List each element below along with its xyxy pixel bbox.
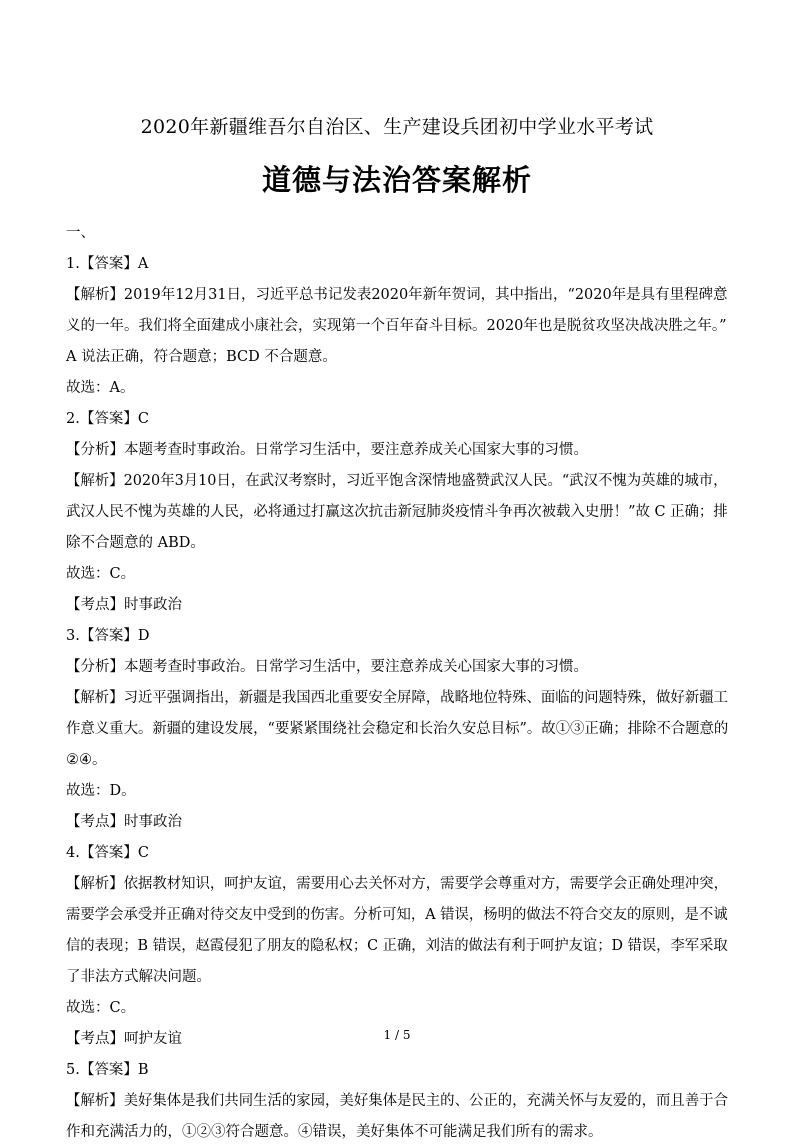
text-line: 作和充满活力的，①②③符合题意。④错误，美好集体不可能满足我们所有的需求。	[66, 1124, 603, 1140]
page-number: 1 / 5	[383, 1028, 411, 1042]
text-line: 需要学会承受并正确对待交友中受到的伤害。分析可知，A 错误，杨明的做法不符合交友的原则，是不诚	[66, 907, 728, 923]
text-line: 故选：C。	[66, 566, 136, 582]
document-subtitle: 道德与法治答案解析	[261, 163, 532, 197]
text-line: 信的表现；B 错误，赵霞侵犯了朋友的隐私权；C 正确，刘洁的做法有利于呵护友谊；D 错误，李军采取	[66, 938, 728, 954]
text-line: 故选：A。	[66, 380, 135, 396]
text-line: 【考点】时事政治	[66, 597, 182, 613]
text-line: A 说法正确，符合题意；BCD 不合题意。	[66, 349, 337, 365]
text-line: 5.【答案】B	[66, 1062, 149, 1078]
text-line: 作意义重大。新疆的建设发展，“要紧紧围绕社会稳定和长治久安总目标”。故①③正确；排除不合题意的	[66, 721, 729, 737]
document-title: 2020年新疆维吾尔自治区、生产建设兵团初中学业水平考试	[140, 116, 654, 138]
text-line: 4.【答案】C	[66, 845, 149, 861]
text-line: 【解析】习近平强调指出，新疆是我国西北重要安全屏障，战略地位特殊、面临的问题特殊，做好新疆工	[66, 690, 728, 706]
text-line: 1.【答案】A	[66, 256, 149, 272]
text-line: 【解析】2019年12月31日，习近平总书记发表2020年新年贺词，其中指出，“2020年是具有里程碑意	[66, 287, 728, 303]
text-line: 【解析】2020年3月10日，在武汉考察时，习近平饱含深情地盛赞武汉人民。“武汉不愧为英雄的城市，	[66, 473, 728, 489]
text-line: 【考点】呵护友谊	[66, 1031, 182, 1047]
text-line: 3.【答案】D	[66, 628, 150, 644]
text-line: 义的一年。我们将全面建成小康社会，实现第一个百年奋斗目标。2020年也是脱贫攻坚决战决胜之年。”	[66, 318, 727, 334]
text-line: 【解析】美好集体是我们共同生活的家园，美好集体是民主的、公正的，充满关怀与友爱的，而且善于合	[66, 1093, 728, 1109]
text-line: 除不合题意的 ABD。	[66, 535, 205, 551]
text-line: 故选：C。	[66, 1000, 136, 1016]
text-line: ②④。	[66, 752, 107, 768]
text-line: 一、	[66, 225, 95, 241]
text-line: 了非法方式解决问题。	[66, 969, 211, 985]
text-line: 【分析】本题考查时事政治。日常学习生活中，要注意养成关心国家大事的习惯。	[66, 442, 588, 458]
text-line: 【分析】本题考查时事政治。日常学习生活中，要注意养成关心国家大事的习惯。	[66, 659, 588, 675]
text-line: 故选：D。	[66, 783, 136, 799]
text-line: 武汉人民不愧为英雄的人民，必将通过打赢这次抗击新冠肺炎疫情斗争再次被载入史册！”故 C 正确；排	[66, 504, 728, 520]
text-line: 【考点】时事政治	[66, 814, 182, 830]
answer-content	[66, 218, 728, 1148]
text-line: 【解析】依据教材知识，呵护友谊，需要用心去关怀对方，需要学会尊重对方，需要学会正确处理冲突，	[66, 876, 728, 892]
text-line: 2.【答案】C	[66, 411, 149, 427]
